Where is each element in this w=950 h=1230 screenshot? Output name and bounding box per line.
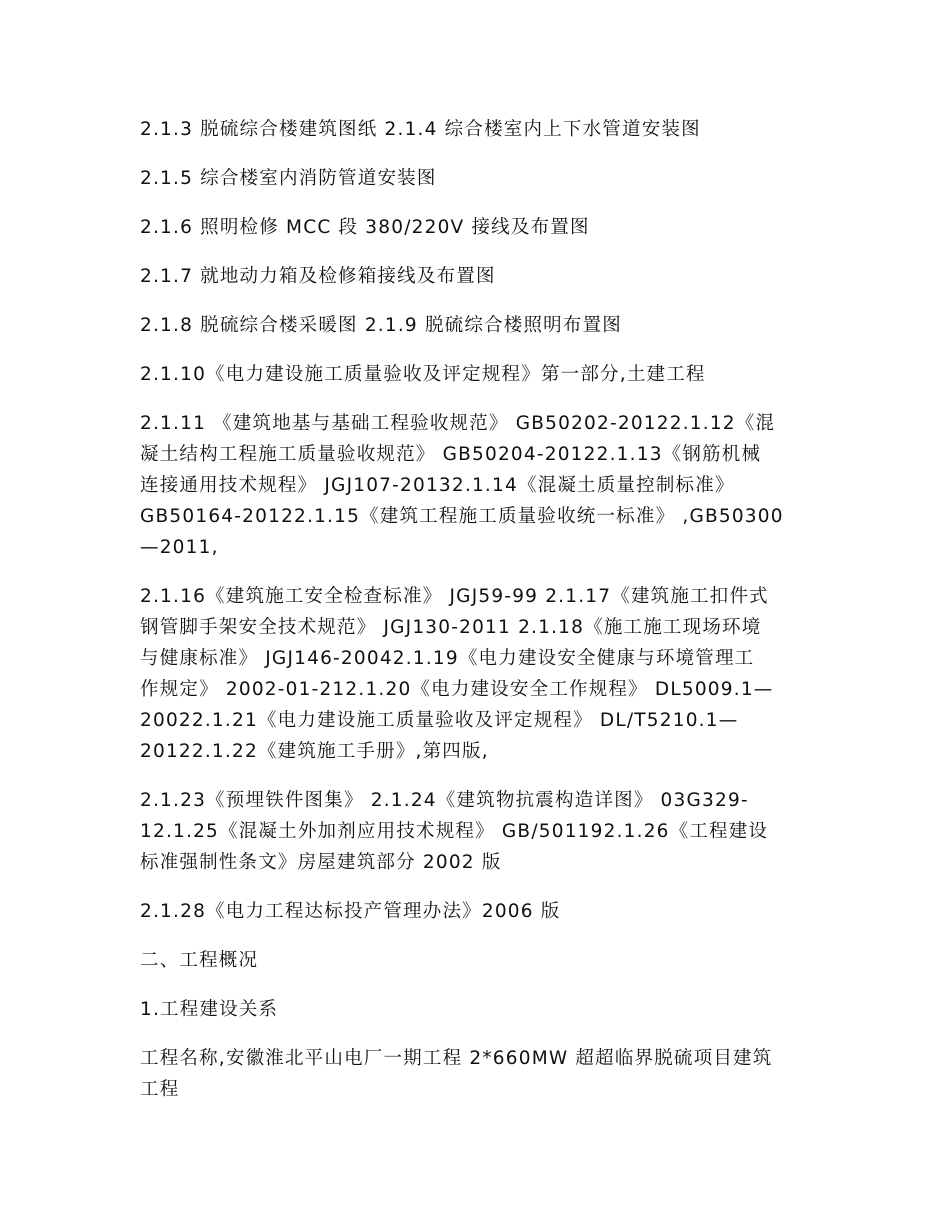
paragraph-2-1-3	[140, 114, 812, 145]
text-line: 20122.1.22《建筑施工手册》,第四版,	[140, 741, 489, 762]
text-line: 20022.1.21《电力建设施工质量验收及评定规程》 DL/T5210.1—	[140, 710, 739, 731]
text-line: 二、工程概况	[140, 950, 259, 971]
text-line: 2.1.6 照明检修 MCC 段 380/220V 接线及布置图	[140, 217, 590, 238]
paragraph-2-1-5	[140, 163, 812, 194]
paragraph-2-1-6	[140, 212, 812, 243]
text-line: 凝土结构工程施工质量验收规范》 GB50204-20122.1.13《钢筋机械	[140, 444, 762, 465]
paragraph-2-1-28	[140, 896, 812, 927]
section-heading-project-overview	[140, 945, 812, 976]
text-line: 2.1.5 综合楼室内消防管道安装图	[140, 168, 437, 189]
text-line: 钢管脚手架安全技术规范》 JGJ130-2011 2.1.18《施工施工现场环境	[140, 617, 762, 638]
text-line: 1.工程建设关系	[140, 999, 279, 1020]
paragraph-2-1-8	[140, 310, 812, 341]
text-line: 2.1.11 《建筑地基与基础工程验收规范》 GB50202-20122.1.12《混	[140, 413, 776, 434]
text-line: GB50164-20122.1.15《建筑工程施工质量验收统一标准》 ,GB50300	[140, 506, 784, 527]
paragraph-2-1-16	[140, 581, 812, 767]
text-line: 12.1.25《混凝土外加剂应用技术规程》 GB/501192.1.26《工程建设	[140, 821, 769, 842]
paragraph-2-1-23	[140, 785, 812, 878]
paragraph-2-1-10	[140, 359, 812, 390]
text-line: 连接通用技术规程》 JGJ107-20132.1.14《混凝土质量控制标准》	[140, 475, 735, 496]
text-line: 2.1.10《电力建设施工质量验收及评定规程》第一部分,土建工程	[140, 364, 706, 385]
document-page	[140, 114, 812, 1123]
paragraph-project-name	[140, 1043, 812, 1105]
paragraph-2-1-7	[140, 261, 812, 292]
text-line: 与健康标准》 JGJ146-20042.1.19《电力建设安全健康与环境管理工	[140, 648, 755, 669]
text-line: 作规定》 2002-01-212.1.20《电力建设安全工作规程》 DL5009.1—	[140, 679, 774, 700]
text-line: 工程	[140, 1079, 180, 1100]
text-line: —2011,	[140, 537, 219, 558]
text-line: 标准强制性条文》房屋建筑部分 2002 版	[140, 852, 502, 873]
subsection-heading-construction-relations	[140, 994, 812, 1025]
text-line: 2.1.7 就地动力箱及检修箱接线及布置图	[140, 266, 496, 287]
text-line: 2.1.8 脱硫综合楼采暖图 2.1.9 脱硫综合楼照明布置图	[140, 315, 622, 336]
text-line: 2.1.23《预埋铁件图集》 2.1.24《建筑物抗震构造详图》 03G329-	[140, 790, 749, 811]
text-line: 2.1.3 脱硫综合楼建筑图纸 2.1.4 综合楼室内上下水管道安装图	[140, 119, 701, 140]
text-line: 2.1.16《建筑施工安全检查标准》 JGJ59-99 2.1.17《建筑施工扣件式	[140, 586, 769, 607]
text-line: 工程名称,安徽淮北平山电厂一期工程 2*660MW 超超临界脱硫项目建筑	[140, 1048, 773, 1069]
text-line: 2.1.28《电力工程达标投产管理办法》2006 版	[140, 901, 561, 922]
paragraph-2-1-11	[140, 408, 812, 563]
